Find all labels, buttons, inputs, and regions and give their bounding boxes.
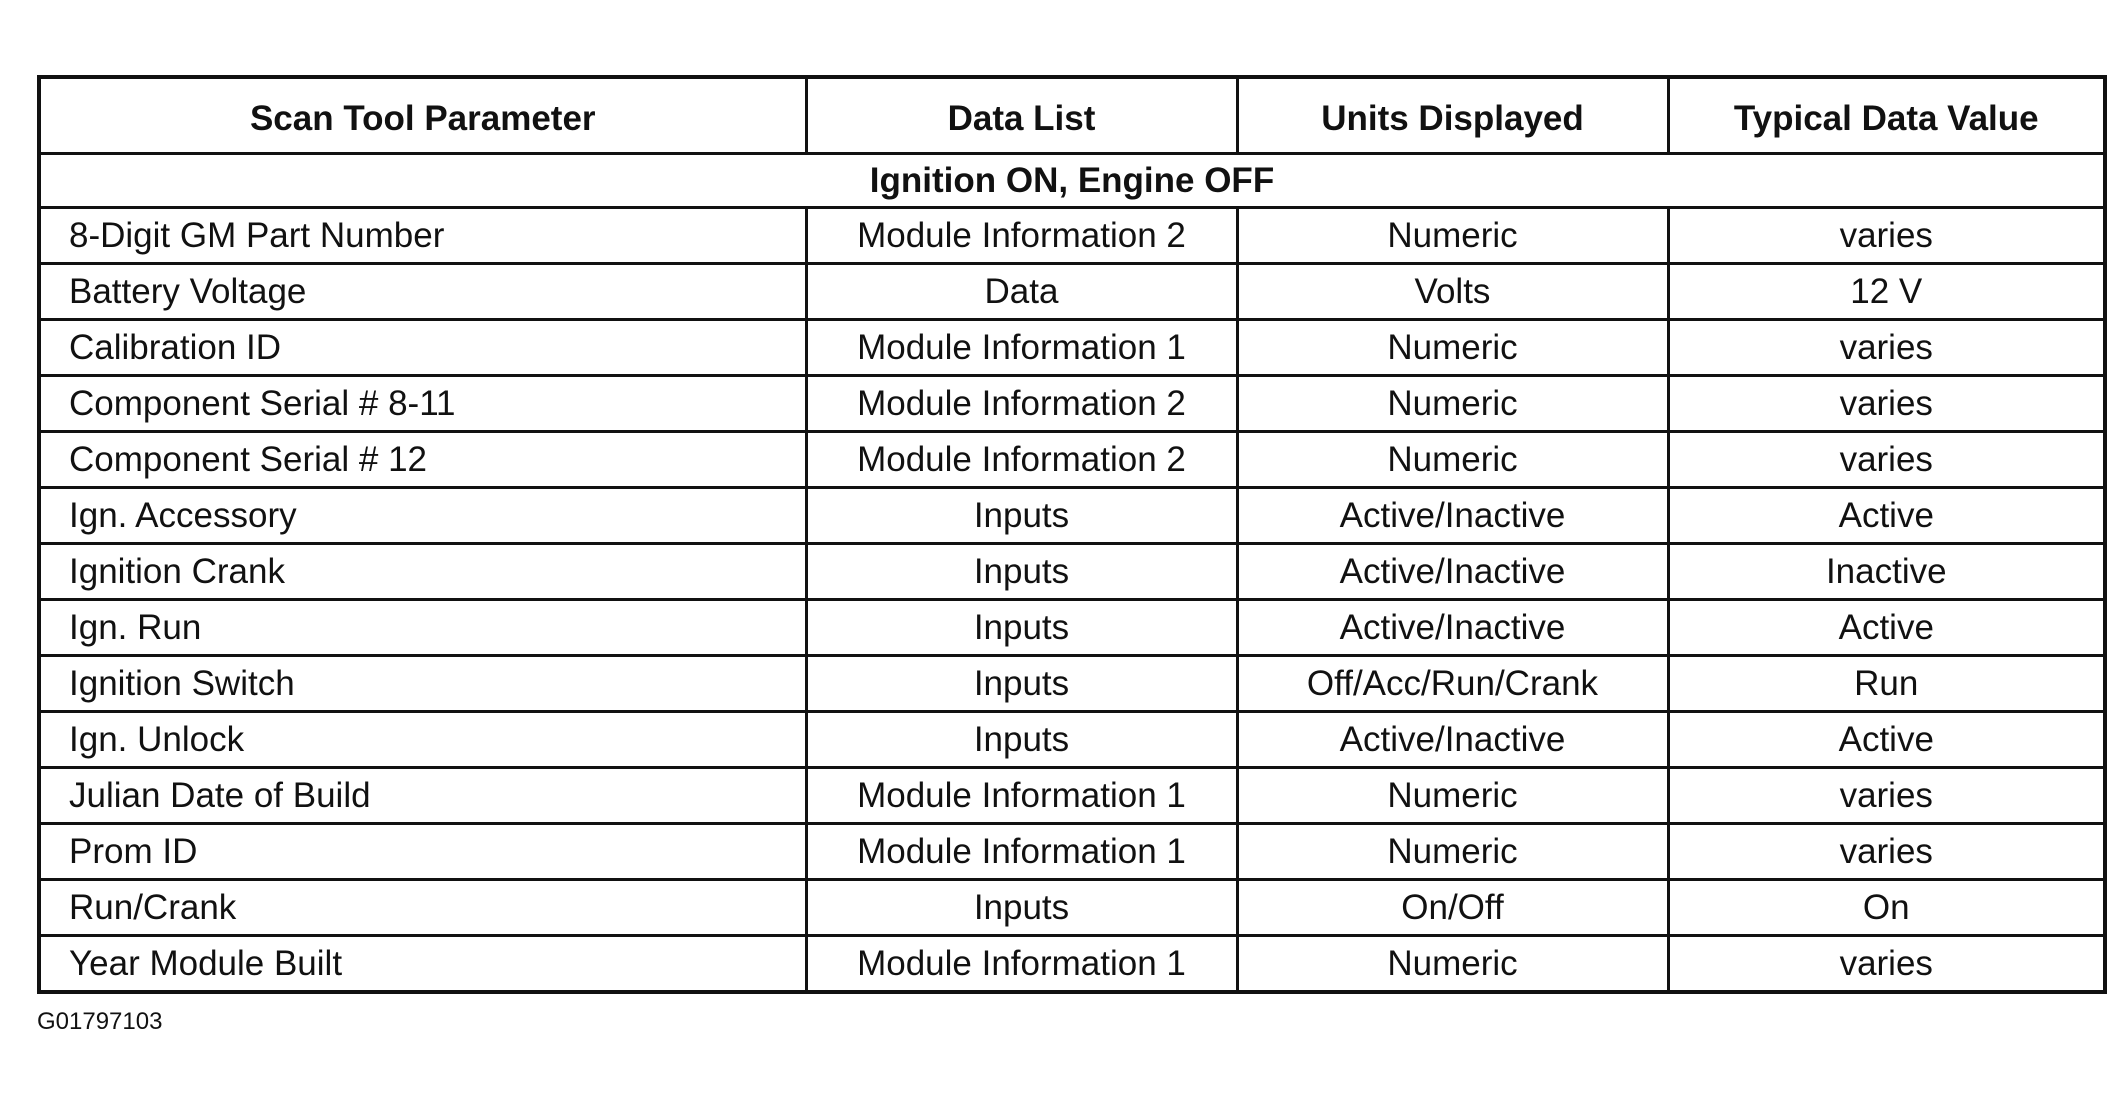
parameter-cell: Run/Crank: [39, 880, 806, 936]
parameter-cell: Prom ID: [39, 824, 806, 880]
data-list-cell: Module Information 2: [806, 376, 1237, 432]
typical-value-cell: Active: [1668, 712, 2105, 768]
typical-value-cell: Inactive: [1668, 544, 2105, 600]
units-cell: Active/Inactive: [1237, 488, 1668, 544]
table-row: [39, 768, 2105, 824]
table-row: [39, 544, 2105, 600]
typical-value-cell: Active: [1668, 600, 2105, 656]
units-cell: Off/Acc/Run/Crank: [1237, 656, 1668, 712]
typical-value-cell: 12 V: [1668, 264, 2105, 320]
data-list-cell: Module Information 2: [806, 432, 1237, 488]
parameter-cell: Ign. Accessory: [39, 488, 806, 544]
parameter-cell: Calibration ID: [39, 320, 806, 376]
units-cell: Active/Inactive: [1237, 544, 1668, 600]
parameter-cell: Year Module Built: [39, 936, 806, 993]
typical-value-cell: Active: [1668, 488, 2105, 544]
units-cell: Active/Inactive: [1237, 600, 1668, 656]
typical-value-cell: varies: [1668, 376, 2105, 432]
data-list-cell: Module Information 1: [806, 768, 1237, 824]
units-cell: On/Off: [1237, 880, 1668, 936]
typical-value-cell: On: [1668, 880, 2105, 936]
header-units-displayed: Units Displayed: [1237, 77, 1668, 154]
figure-id: G01797103: [37, 1008, 163, 1035]
typical-value-cell: varies: [1668, 208, 2105, 264]
table-row: [39, 488, 2105, 544]
section-row: [39, 154, 2105, 208]
table-header: [39, 77, 2105, 154]
scan-tool-data-table: [37, 75, 2107, 994]
header-row: [39, 77, 2105, 154]
table-row: [39, 320, 2105, 376]
units-cell: Volts: [1237, 264, 1668, 320]
section-label: Ignition ON, Engine OFF: [39, 154, 2105, 208]
units-cell: Numeric: [1237, 208, 1668, 264]
header-scan-tool-parameter: Scan Tool Parameter: [39, 77, 806, 154]
table-row: [39, 936, 2105, 993]
data-list-cell: Data: [806, 264, 1237, 320]
units-cell: Numeric: [1237, 936, 1668, 993]
parameter-cell: Component Serial # 8-11: [39, 376, 806, 432]
table-body: [39, 154, 2105, 993]
data-list-cell: Inputs: [806, 488, 1237, 544]
header-data-list: Data List: [806, 77, 1237, 154]
data-list-cell: Inputs: [806, 880, 1237, 936]
data-list-cell: Inputs: [806, 600, 1237, 656]
units-cell: Numeric: [1237, 824, 1668, 880]
units-cell: Numeric: [1237, 768, 1668, 824]
table-row: [39, 712, 2105, 768]
units-cell: Numeric: [1237, 376, 1668, 432]
parameter-cell: Ignition Switch: [39, 656, 806, 712]
data-list-cell: Module Information 2: [806, 208, 1237, 264]
parameter-cell: Component Serial # 12: [39, 432, 806, 488]
typical-value-cell: Run: [1668, 656, 2105, 712]
typical-value-cell: varies: [1668, 768, 2105, 824]
parameter-cell: Julian Date of Build: [39, 768, 806, 824]
table-row: [39, 880, 2105, 936]
parameter-cell: Ign. Unlock: [39, 712, 806, 768]
table-row: [39, 208, 2105, 264]
typical-value-cell: varies: [1668, 936, 2105, 993]
table-row: [39, 824, 2105, 880]
units-cell: Numeric: [1237, 320, 1668, 376]
typical-value-cell: varies: [1668, 320, 2105, 376]
parameter-cell: Battery Voltage: [39, 264, 806, 320]
table-row: [39, 600, 2105, 656]
units-cell: Active/Inactive: [1237, 712, 1668, 768]
typical-value-cell: varies: [1668, 432, 2105, 488]
parameter-cell: 8-Digit GM Part Number: [39, 208, 806, 264]
table-row: [39, 264, 2105, 320]
typical-value-cell: varies: [1668, 824, 2105, 880]
parameter-cell: Ignition Crank: [39, 544, 806, 600]
data-list-cell: Module Information 1: [806, 824, 1237, 880]
data-list-cell: Inputs: [806, 712, 1237, 768]
parameter-cell: Ign. Run: [39, 600, 806, 656]
table-row: [39, 376, 2105, 432]
units-cell: Numeric: [1237, 432, 1668, 488]
data-list-cell: Module Information 1: [806, 936, 1237, 993]
data-list-cell: Inputs: [806, 544, 1237, 600]
data-list-cell: Module Information 1: [806, 320, 1237, 376]
header-typical-data-value: Typical Data Value: [1668, 77, 2105, 154]
data-list-cell: Inputs: [806, 656, 1237, 712]
table-row: [39, 432, 2105, 488]
table-row: [39, 656, 2105, 712]
